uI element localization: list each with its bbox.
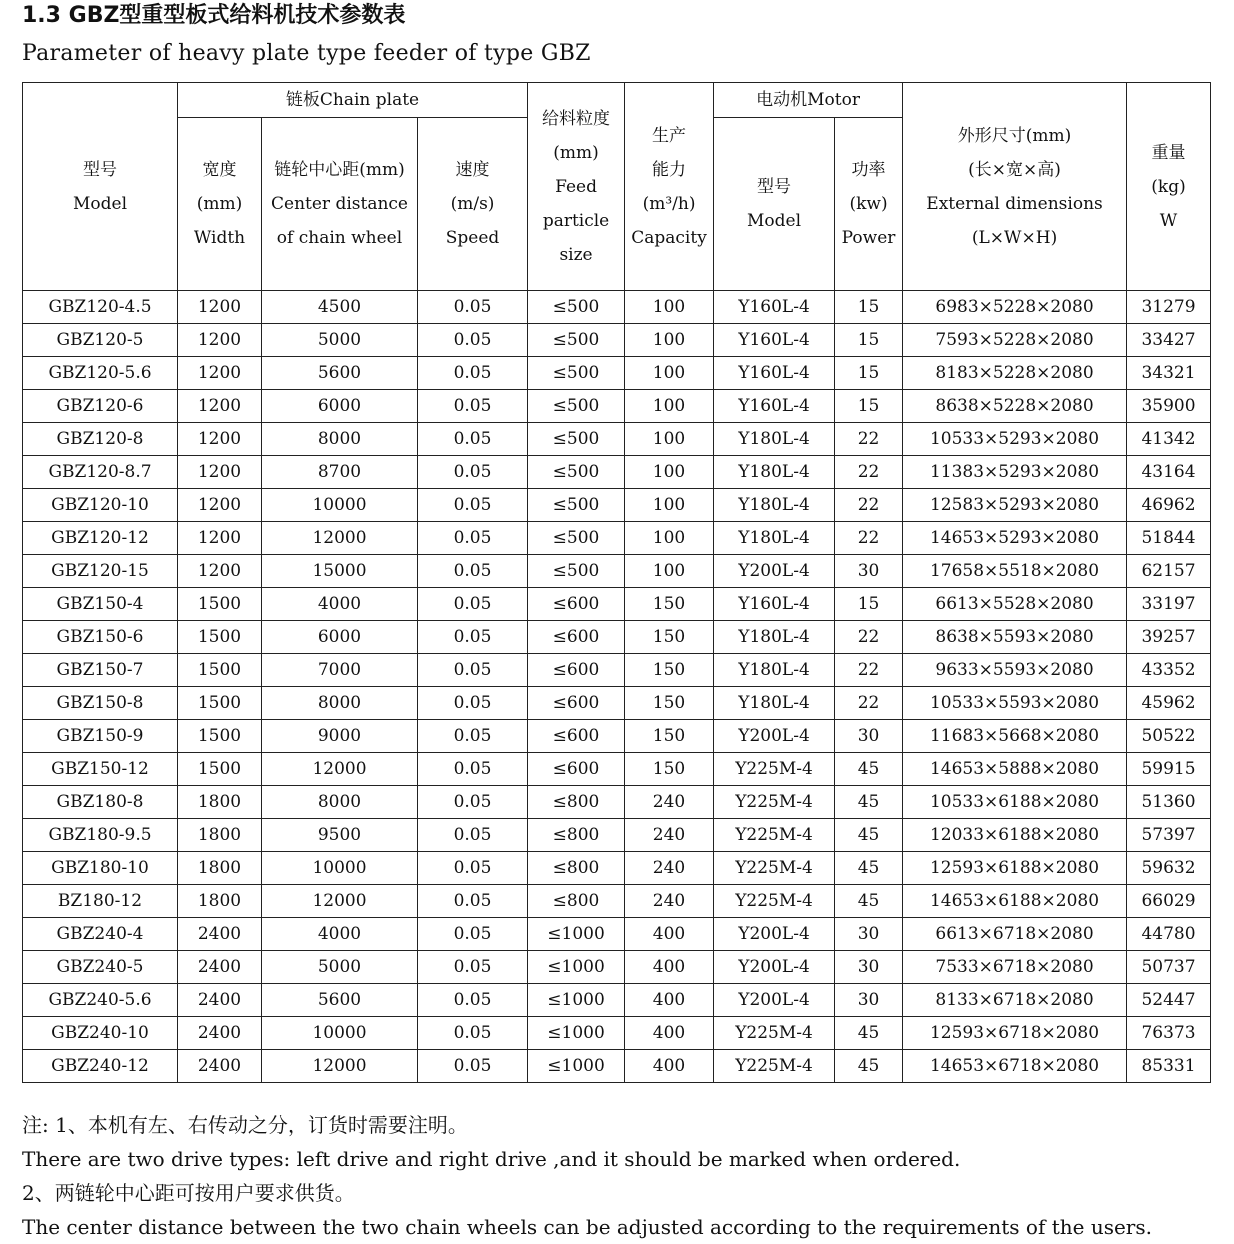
cell-feed-size: ≤600	[528, 720, 625, 753]
cell-capacity: 240	[625, 819, 714, 852]
cell-feed-size: ≤1000	[528, 951, 625, 984]
cell-speed: 0.05	[418, 390, 528, 423]
table-row	[23, 786, 1211, 819]
table-row	[23, 423, 1211, 456]
cell-center-distance: 10000	[262, 489, 418, 522]
cell-power: 45	[835, 753, 903, 786]
cell-center-distance: 6000	[262, 621, 418, 654]
cell-weight: 62157	[1127, 555, 1211, 588]
header-capacity: 生产 能力 (m³/h) Capacity	[625, 83, 714, 291]
cell-capacity: 100	[625, 291, 714, 324]
cell-motor-model: Y160L-4	[714, 291, 835, 324]
note-1-en: There are two drive types: left drive and right drive ,and it should be marked when ordered.	[22, 1147, 961, 1171]
cell-speed: 0.05	[418, 555, 528, 588]
cell-speed: 0.05	[418, 1017, 528, 1050]
cell-feed-size: ≤800	[528, 819, 625, 852]
cell-weight: 43352	[1127, 654, 1211, 687]
cell-model: GBZ150-8	[23, 687, 178, 720]
cell-dimensions: 9633×5593×2080	[903, 654, 1127, 687]
cell-center-distance: 12000	[262, 753, 418, 786]
cell-weight: 33427	[1127, 324, 1211, 357]
cell-model: GBZ240-5.6	[23, 984, 178, 1017]
table-row	[23, 555, 1211, 588]
cell-width: 1500	[178, 687, 262, 720]
cell-motor-model: Y160L-4	[714, 357, 835, 390]
table-row	[23, 885, 1211, 918]
cell-motor-model: Y225M-4	[714, 1017, 835, 1050]
cell-width: 1200	[178, 489, 262, 522]
cell-motor-model: Y180L-4	[714, 456, 835, 489]
cell-weight: 50522	[1127, 720, 1211, 753]
cell-dimensions: 7593×5228×2080	[903, 324, 1127, 357]
cell-dimensions: 8638×5593×2080	[903, 621, 1127, 654]
cell-width: 1500	[178, 588, 262, 621]
cell-center-distance: 7000	[262, 654, 418, 687]
cell-width: 1800	[178, 885, 262, 918]
cell-width: 1200	[178, 357, 262, 390]
cell-motor-model: Y225M-4	[714, 885, 835, 918]
cell-power: 30	[835, 555, 903, 588]
cell-motor-model: Y180L-4	[714, 489, 835, 522]
cell-center-distance: 5600	[262, 357, 418, 390]
cell-speed: 0.05	[418, 819, 528, 852]
cell-model: GBZ120-5	[23, 324, 178, 357]
cell-center-distance: 12000	[262, 1050, 418, 1083]
cell-center-distance: 5000	[262, 324, 418, 357]
cell-speed: 0.05	[418, 786, 528, 819]
cell-width: 1200	[178, 291, 262, 324]
cell-capacity: 150	[625, 753, 714, 786]
table-row	[23, 621, 1211, 654]
cell-dimensions: 10533×6188×2080	[903, 786, 1127, 819]
cell-capacity: 150	[625, 687, 714, 720]
cell-power: 22	[835, 456, 903, 489]
cell-motor-model: Y225M-4	[714, 786, 835, 819]
cell-capacity: 150	[625, 588, 714, 621]
cell-power: 15	[835, 588, 903, 621]
table-row	[23, 357, 1211, 390]
cell-width: 2400	[178, 984, 262, 1017]
cell-width: 2400	[178, 918, 262, 951]
table-row	[23, 753, 1211, 786]
cell-model: GBZ120-6	[23, 390, 178, 423]
cell-feed-size: ≤500	[528, 489, 625, 522]
cell-power: 22	[835, 522, 903, 555]
cell-feed-size: ≤600	[528, 753, 625, 786]
cell-center-distance: 12000	[262, 522, 418, 555]
page-title: 1.3 GBZ型重型板式给料机技术参数表	[22, 3, 406, 28]
cell-weight: 51844	[1127, 522, 1211, 555]
cell-model: GBZ120-5.6	[23, 357, 178, 390]
cell-width: 2400	[178, 951, 262, 984]
cell-feed-size: ≤500	[528, 456, 625, 489]
cell-power: 22	[835, 423, 903, 456]
cell-center-distance: 12000	[262, 885, 418, 918]
cell-capacity: 100	[625, 423, 714, 456]
cell-speed: 0.05	[418, 588, 528, 621]
cell-speed: 0.05	[418, 489, 528, 522]
cell-power: 15	[835, 291, 903, 324]
cell-weight: 39257	[1127, 621, 1211, 654]
cell-feed-size: ≤500	[528, 423, 625, 456]
cell-weight: 59915	[1127, 753, 1211, 786]
cell-capacity: 150	[625, 720, 714, 753]
cell-feed-size: ≤1000	[528, 984, 625, 1017]
parameter-table	[22, 82, 1211, 1083]
cell-dimensions: 7533×6718×2080	[903, 951, 1127, 984]
cell-dimensions: 8133×6718×2080	[903, 984, 1127, 1017]
cell-capacity: 150	[625, 654, 714, 687]
cell-model: GBZ150-4	[23, 588, 178, 621]
cell-feed-size: ≤800	[528, 885, 625, 918]
cell-power: 45	[835, 885, 903, 918]
cell-model: GBZ120-8.7	[23, 456, 178, 489]
cell-dimensions: 14653×5888×2080	[903, 753, 1127, 786]
cell-power: 45	[835, 819, 903, 852]
table-row	[23, 390, 1211, 423]
cell-speed: 0.05	[418, 951, 528, 984]
cell-dimensions: 11383×5293×2080	[903, 456, 1127, 489]
cell-model: GBZ240-4	[23, 918, 178, 951]
cell-power: 45	[835, 786, 903, 819]
header-external-dimensions: 外形尺寸(mm) (长×宽×高) External dimensions (L×W×H)	[903, 83, 1127, 291]
table-row	[23, 522, 1211, 555]
cell-motor-model: Y200L-4	[714, 720, 835, 753]
cell-dimensions: 6613×6718×2080	[903, 918, 1127, 951]
cell-speed: 0.05	[418, 423, 528, 456]
cell-motor-model: Y200L-4	[714, 984, 835, 1017]
cell-feed-size: ≤1000	[528, 918, 625, 951]
cell-feed-size: ≤800	[528, 852, 625, 885]
cell-speed: 0.05	[418, 654, 528, 687]
cell-center-distance: 4000	[262, 588, 418, 621]
cell-speed: 0.05	[418, 1050, 528, 1083]
cell-weight: 76373	[1127, 1017, 1211, 1050]
cell-model: GBZ120-12	[23, 522, 178, 555]
cell-center-distance: 15000	[262, 555, 418, 588]
cell-width: 1500	[178, 753, 262, 786]
cell-center-distance: 8700	[262, 456, 418, 489]
cell-capacity: 400	[625, 1050, 714, 1083]
cell-center-distance: 4500	[262, 291, 418, 324]
cell-motor-model: Y200L-4	[714, 555, 835, 588]
table-row	[23, 654, 1211, 687]
cell-weight: 44780	[1127, 918, 1211, 951]
cell-feed-size: ≤1000	[528, 1017, 625, 1050]
header-width: 宽度 (mm) Width	[178, 118, 262, 291]
cell-center-distance: 8000	[262, 687, 418, 720]
cell-weight: 41342	[1127, 423, 1211, 456]
header-speed: 速度 (m/s) Speed	[418, 118, 528, 291]
cell-motor-model: Y200L-4	[714, 918, 835, 951]
cell-capacity: 100	[625, 489, 714, 522]
cell-power: 30	[835, 984, 903, 1017]
notes	[22, 1108, 1152, 1244]
cell-power: 15	[835, 324, 903, 357]
header-weight: 重量 (kg) W	[1127, 83, 1211, 291]
cell-width: 1500	[178, 654, 262, 687]
note-2-en: The center distance between the two chain wheels can be adjusted according to the requirements of the users.	[22, 1215, 1152, 1239]
cell-width: 1800	[178, 819, 262, 852]
cell-speed: 0.05	[418, 885, 528, 918]
cell-motor-model: Y180L-4	[714, 522, 835, 555]
cell-model: GBZ240-10	[23, 1017, 178, 1050]
cell-center-distance: 6000	[262, 390, 418, 423]
cell-width: 1800	[178, 852, 262, 885]
table-row	[23, 951, 1211, 984]
cell-feed-size: ≤500	[528, 291, 625, 324]
cell-weight: 51360	[1127, 786, 1211, 819]
cell-width: 2400	[178, 1050, 262, 1083]
cell-power: 45	[835, 1017, 903, 1050]
cell-weight: 34321	[1127, 357, 1211, 390]
note-1-zh: 注: 1、本机有左、右传动之分，订货时需要注明。	[22, 1113, 468, 1137]
cell-width: 1500	[178, 720, 262, 753]
cell-width: 1800	[178, 786, 262, 819]
cell-weight: 85331	[1127, 1050, 1211, 1083]
cell-feed-size: ≤500	[528, 324, 625, 357]
cell-motor-model: Y225M-4	[714, 852, 835, 885]
cell-width: 1200	[178, 456, 262, 489]
header-motor: 电动机Motor	[714, 83, 903, 118]
cell-feed-size: ≤600	[528, 687, 625, 720]
cell-power: 30	[835, 720, 903, 753]
table-row	[23, 324, 1211, 357]
cell-power: 22	[835, 621, 903, 654]
cell-center-distance: 9500	[262, 819, 418, 852]
table-row	[23, 918, 1211, 951]
cell-width: 1200	[178, 522, 262, 555]
header-power: 功率 (kw) Power	[835, 118, 903, 291]
cell-dimensions: 12583×5293×2080	[903, 489, 1127, 522]
cell-dimensions: 14653×5293×2080	[903, 522, 1127, 555]
cell-model: GBZ150-9	[23, 720, 178, 753]
cell-model: GBZ120-10	[23, 489, 178, 522]
cell-model: GBZ180-10	[23, 852, 178, 885]
cell-motor-model: Y180L-4	[714, 423, 835, 456]
cell-width: 2400	[178, 1017, 262, 1050]
header-center-distance: 链轮中心距(mm) Center distance of chain wheel	[262, 118, 418, 291]
cell-feed-size: ≤500	[528, 555, 625, 588]
cell-capacity: 100	[625, 456, 714, 489]
cell-weight: 59632	[1127, 852, 1211, 885]
cell-width: 1200	[178, 423, 262, 456]
cell-center-distance: 4000	[262, 918, 418, 951]
cell-model: GBZ150-7	[23, 654, 178, 687]
cell-capacity: 400	[625, 984, 714, 1017]
cell-speed: 0.05	[418, 456, 528, 489]
cell-width: 1500	[178, 621, 262, 654]
table-row	[23, 588, 1211, 621]
table-row	[23, 489, 1211, 522]
cell-dimensions: 11683×5668×2080	[903, 720, 1127, 753]
table-row	[23, 456, 1211, 489]
note-2-zh: 2、两链轮中心距可按用户要求供货。	[22, 1181, 355, 1205]
cell-center-distance: 8000	[262, 786, 418, 819]
header-chain-plate: 链板Chain plate	[178, 83, 528, 118]
cell-dimensions: 6613×5528×2080	[903, 588, 1127, 621]
cell-center-distance: 5600	[262, 984, 418, 1017]
cell-speed: 0.05	[418, 357, 528, 390]
cell-feed-size: ≤500	[528, 390, 625, 423]
cell-width: 1200	[178, 390, 262, 423]
cell-dimensions: 8183×5228×2080	[903, 357, 1127, 390]
table-row	[23, 291, 1211, 324]
table-row	[23, 1050, 1211, 1083]
cell-motor-model: Y225M-4	[714, 1050, 835, 1083]
cell-capacity: 240	[625, 885, 714, 918]
cell-capacity: 100	[625, 357, 714, 390]
cell-weight: 46962	[1127, 489, 1211, 522]
cell-model: GBZ120-8	[23, 423, 178, 456]
cell-capacity: 400	[625, 951, 714, 984]
cell-power: 22	[835, 489, 903, 522]
cell-model: GBZ120-15	[23, 555, 178, 588]
cell-motor-model: Y180L-4	[714, 687, 835, 720]
cell-feed-size: ≤600	[528, 654, 625, 687]
cell-speed: 0.05	[418, 720, 528, 753]
cell-power: 22	[835, 687, 903, 720]
cell-speed: 0.05	[418, 852, 528, 885]
cell-capacity: 150	[625, 621, 714, 654]
cell-center-distance: 8000	[262, 423, 418, 456]
cell-model: GBZ240-5	[23, 951, 178, 984]
cell-capacity: 400	[625, 1017, 714, 1050]
cell-capacity: 240	[625, 786, 714, 819]
cell-speed: 0.05	[418, 687, 528, 720]
cell-weight: 57397	[1127, 819, 1211, 852]
cell-power: 30	[835, 918, 903, 951]
cell-feed-size: ≤1000	[528, 1050, 625, 1083]
cell-power: 15	[835, 357, 903, 390]
cell-dimensions: 8638×5228×2080	[903, 390, 1127, 423]
cell-weight: 45962	[1127, 687, 1211, 720]
cell-weight: 50737	[1127, 951, 1211, 984]
cell-weight: 66029	[1127, 885, 1211, 918]
cell-model: GBZ180-8	[23, 786, 178, 819]
table-row	[23, 687, 1211, 720]
cell-speed: 0.05	[418, 291, 528, 324]
cell-power: 30	[835, 951, 903, 984]
cell-center-distance: 5000	[262, 951, 418, 984]
cell-capacity: 100	[625, 522, 714, 555]
cell-dimensions: 14653×6188×2080	[903, 885, 1127, 918]
cell-capacity: 400	[625, 918, 714, 951]
cell-weight: 33197	[1127, 588, 1211, 621]
table-body	[23, 291, 1211, 1083]
cell-model: GBZ120-4.5	[23, 291, 178, 324]
cell-speed: 0.05	[418, 984, 528, 1017]
cell-dimensions: 12593×6718×2080	[903, 1017, 1127, 1050]
cell-model: GBZ150-6	[23, 621, 178, 654]
cell-speed: 0.05	[418, 522, 528, 555]
cell-motor-model: Y180L-4	[714, 654, 835, 687]
cell-feed-size: ≤600	[528, 621, 625, 654]
cell-model: GBZ180-9.5	[23, 819, 178, 852]
header-model: 型号 Model	[23, 83, 178, 291]
cell-feed-size: ≤500	[528, 522, 625, 555]
cell-dimensions: 14653×6718×2080	[903, 1050, 1127, 1083]
cell-capacity: 100	[625, 390, 714, 423]
page-subtitle: Parameter of heavy plate type feeder of type GBZ	[22, 41, 591, 66]
cell-center-distance: 10000	[262, 852, 418, 885]
cell-model: BZ180-12	[23, 885, 178, 918]
cell-feed-size: ≤800	[528, 786, 625, 819]
cell-dimensions: 10533×5593×2080	[903, 687, 1127, 720]
cell-width: 1200	[178, 324, 262, 357]
cell-speed: 0.05	[418, 918, 528, 951]
header-feed-particle-size: 给料粒度 (mm) Feed particle size	[528, 83, 625, 291]
cell-speed: 0.05	[418, 324, 528, 357]
header-motor-model: 型号 Model	[714, 118, 835, 291]
cell-dimensions: 12033×6188×2080	[903, 819, 1127, 852]
cell-dimensions: 6983×5228×2080	[903, 291, 1127, 324]
cell-capacity: 100	[625, 555, 714, 588]
cell-speed: 0.05	[418, 753, 528, 786]
cell-motor-model: Y225M-4	[714, 753, 835, 786]
cell-motor-model: Y160L-4	[714, 324, 835, 357]
cell-speed: 0.05	[418, 621, 528, 654]
cell-motor-model: Y200L-4	[714, 951, 835, 984]
cell-weight: 35900	[1127, 390, 1211, 423]
table-row	[23, 984, 1211, 1017]
cell-power: 22	[835, 654, 903, 687]
table-row	[23, 720, 1211, 753]
cell-weight: 31279	[1127, 291, 1211, 324]
cell-dimensions: 12593×6188×2080	[903, 852, 1127, 885]
table-row	[23, 819, 1211, 852]
cell-width: 1200	[178, 555, 262, 588]
cell-feed-size: ≤600	[528, 588, 625, 621]
cell-power: 45	[835, 852, 903, 885]
cell-capacity: 240	[625, 852, 714, 885]
cell-weight: 43164	[1127, 456, 1211, 489]
cell-power: 15	[835, 390, 903, 423]
cell-model: GBZ150-12	[23, 753, 178, 786]
cell-feed-size: ≤500	[528, 357, 625, 390]
cell-motor-model: Y160L-4	[714, 390, 835, 423]
cell-dimensions: 10533×5293×2080	[903, 423, 1127, 456]
cell-power: 45	[835, 1050, 903, 1083]
cell-center-distance: 9000	[262, 720, 418, 753]
cell-motor-model: Y225M-4	[714, 819, 835, 852]
cell-motor-model: Y180L-4	[714, 621, 835, 654]
cell-center-distance: 10000	[262, 1017, 418, 1050]
cell-weight: 52447	[1127, 984, 1211, 1017]
cell-capacity: 100	[625, 324, 714, 357]
table-row	[23, 852, 1211, 885]
cell-motor-model: Y160L-4	[714, 588, 835, 621]
cell-dimensions: 17658×5518×2080	[903, 555, 1127, 588]
cell-model: GBZ240-12	[23, 1050, 178, 1083]
table-row	[23, 1017, 1211, 1050]
